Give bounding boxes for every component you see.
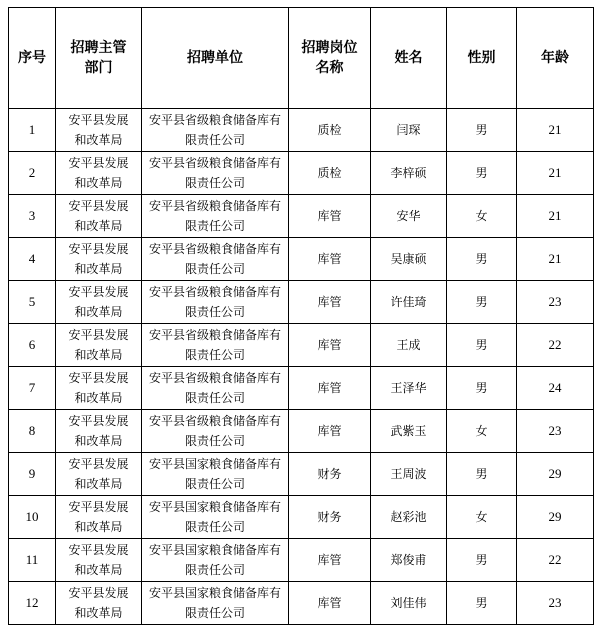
cell-name: 刘佳伟 — [371, 582, 447, 625]
cell-name: 王成 — [371, 324, 447, 367]
cell-department — [56, 109, 142, 152]
cell-gender: 男 — [447, 582, 517, 625]
cell-department — [56, 281, 142, 324]
cell-unit-text: 安平县省级粮食储备库有限责任公司 — [149, 113, 282, 147]
cell-department-text: 安平县发展和改革局 — [68, 199, 129, 233]
cell-department-text: 安平县发展和改革局 — [68, 414, 129, 448]
cell-unit — [142, 367, 289, 410]
cell-position: 库管 — [289, 539, 371, 582]
cell-unit-text: 安平县省级粮食储备库有限责任公司 — [149, 285, 282, 319]
table-row — [9, 238, 594, 281]
cell-department-text: 安平县发展和改革局 — [68, 242, 129, 276]
cell-age: 23 — [517, 281, 594, 324]
cell-unit — [142, 281, 289, 324]
cell-age: 21 — [517, 152, 594, 195]
cell-position: 财务 — [289, 453, 371, 496]
cell-unit — [142, 539, 289, 582]
cell-index: 3 — [9, 195, 56, 238]
cell-position: 库管 — [289, 367, 371, 410]
cell-unit — [142, 453, 289, 496]
cell-department — [56, 539, 142, 582]
header-name: 姓名 — [371, 8, 447, 109]
cell-unit-text: 安平县省级粮食储备库有限责任公司 — [149, 328, 282, 362]
table-row — [9, 367, 594, 410]
cell-gender: 男 — [447, 367, 517, 410]
cell-index: 1 — [9, 109, 56, 152]
cell-gender: 女 — [447, 195, 517, 238]
table-row — [9, 324, 594, 367]
cell-position: 库管 — [289, 195, 371, 238]
cell-gender: 男 — [447, 281, 517, 324]
cell-position: 库管 — [289, 281, 371, 324]
cell-age: 23 — [517, 410, 594, 453]
header-department — [56, 8, 142, 109]
cell-age: 21 — [517, 109, 594, 152]
table-row — [9, 582, 594, 625]
header-row — [9, 8, 594, 109]
cell-department-text: 安平县发展和改革局 — [68, 113, 129, 147]
cell-unit-text: 安平县省级粮食储备库有限责任公司 — [149, 414, 282, 448]
table-row — [9, 539, 594, 582]
cell-department-text: 安平县发展和改革局 — [68, 328, 129, 362]
cell-unit — [142, 496, 289, 539]
table-header — [9, 8, 594, 109]
cell-index: 9 — [9, 453, 56, 496]
cell-name: 李梓硕 — [371, 152, 447, 195]
cell-age: 22 — [517, 539, 594, 582]
table-row — [9, 496, 594, 539]
cell-department-text: 安平县发展和改革局 — [68, 285, 129, 319]
header-index: 序号 — [9, 8, 56, 109]
cell-unit — [142, 152, 289, 195]
cell-gender: 男 — [447, 152, 517, 195]
cell-department — [56, 238, 142, 281]
table-row — [9, 195, 594, 238]
cell-age: 29 — [517, 496, 594, 539]
cell-position: 库管 — [289, 324, 371, 367]
cell-department — [56, 582, 142, 625]
cell-department — [56, 195, 142, 238]
cell-department-text: 安平县发展和改革局 — [68, 156, 129, 190]
cell-gender: 男 — [447, 324, 517, 367]
cell-position: 库管 — [289, 582, 371, 625]
header-gender: 性别 — [447, 8, 517, 109]
header-unit: 招聘单位 — [142, 8, 289, 109]
cell-unit — [142, 238, 289, 281]
cell-name: 吴康硕 — [371, 238, 447, 281]
header-department-label: 招聘主管部门 — [70, 40, 127, 76]
cell-gender: 男 — [447, 539, 517, 582]
header-age: 年龄 — [517, 8, 594, 109]
cell-unit — [142, 109, 289, 152]
table-row — [9, 152, 594, 195]
cell-unit-text: 安平县国家粮食储备库有限责任公司 — [149, 457, 282, 491]
cell-unit-text: 安平县国家粮食储备库有限责任公司 — [149, 543, 282, 577]
cell-unit-text: 安平县省级粮食储备库有限责任公司 — [149, 371, 282, 405]
cell-unit-text: 安平县省级粮食储备库有限责任公司 — [149, 199, 282, 233]
header-position — [289, 8, 371, 109]
cell-index: 11 — [9, 539, 56, 582]
cell-gender: 女 — [447, 410, 517, 453]
cell-department — [56, 152, 142, 195]
table-row — [9, 281, 594, 324]
cell-name: 许佳琦 — [371, 281, 447, 324]
cell-unit — [142, 324, 289, 367]
cell-unit-text: 安平县国家粮食储备库有限责任公司 — [149, 500, 282, 534]
cell-position: 财务 — [289, 496, 371, 539]
cell-unit-text: 安平县省级粮食储备库有限责任公司 — [149, 156, 282, 190]
cell-department — [56, 496, 142, 539]
cell-department-text: 安平县发展和改革局 — [68, 371, 129, 405]
cell-index: 10 — [9, 496, 56, 539]
cell-name: 赵彩池 — [371, 496, 447, 539]
cell-department — [56, 453, 142, 496]
cell-index: 7 — [9, 367, 56, 410]
cell-age: 22 — [517, 324, 594, 367]
recruitment-table — [8, 7, 594, 625]
cell-gender: 男 — [447, 238, 517, 281]
cell-gender: 男 — [447, 453, 517, 496]
cell-index: 5 — [9, 281, 56, 324]
table-body — [9, 109, 594, 625]
cell-position: 质检 — [289, 109, 371, 152]
cell-unit — [142, 410, 289, 453]
header-position-label: 招聘岗位名称 — [301, 40, 358, 76]
cell-gender: 女 — [447, 496, 517, 539]
cell-name: 王周波 — [371, 453, 447, 496]
cell-age: 29 — [517, 453, 594, 496]
cell-department — [56, 367, 142, 410]
cell-name: 闫琛 — [371, 109, 447, 152]
cell-unit-text: 安平县省级粮食储备库有限责任公司 — [149, 242, 282, 276]
cell-index: 4 — [9, 238, 56, 281]
cell-gender: 男 — [447, 109, 517, 152]
cell-index: 8 — [9, 410, 56, 453]
cell-name: 王泽华 — [371, 367, 447, 410]
cell-index: 2 — [9, 152, 56, 195]
cell-department — [56, 324, 142, 367]
cell-name: 武紫玉 — [371, 410, 447, 453]
cell-position: 库管 — [289, 238, 371, 281]
cell-unit — [142, 582, 289, 625]
table-row — [9, 453, 594, 496]
table-row — [9, 109, 594, 152]
cell-age: 23 — [517, 582, 594, 625]
cell-name: 郑俊甫 — [371, 539, 447, 582]
recruitment-results-sheet — [8, 7, 594, 625]
cell-age: 21 — [517, 238, 594, 281]
cell-age: 21 — [517, 195, 594, 238]
cell-unit — [142, 195, 289, 238]
cell-department-text: 安平县发展和改革局 — [68, 500, 129, 534]
cell-index: 12 — [9, 582, 56, 625]
cell-age: 24 — [517, 367, 594, 410]
cell-unit-text: 安平县国家粮食储备库有限责任公司 — [149, 586, 282, 620]
table-row — [9, 410, 594, 453]
cell-department-text: 安平县发展和改革局 — [68, 457, 129, 491]
cell-index: 6 — [9, 324, 56, 367]
cell-department-text: 安平县发展和改革局 — [68, 586, 129, 620]
cell-department-text: 安平县发展和改革局 — [68, 543, 129, 577]
cell-name: 安华 — [371, 195, 447, 238]
cell-department — [56, 410, 142, 453]
cell-position: 库管 — [289, 410, 371, 453]
cell-position: 质检 — [289, 152, 371, 195]
